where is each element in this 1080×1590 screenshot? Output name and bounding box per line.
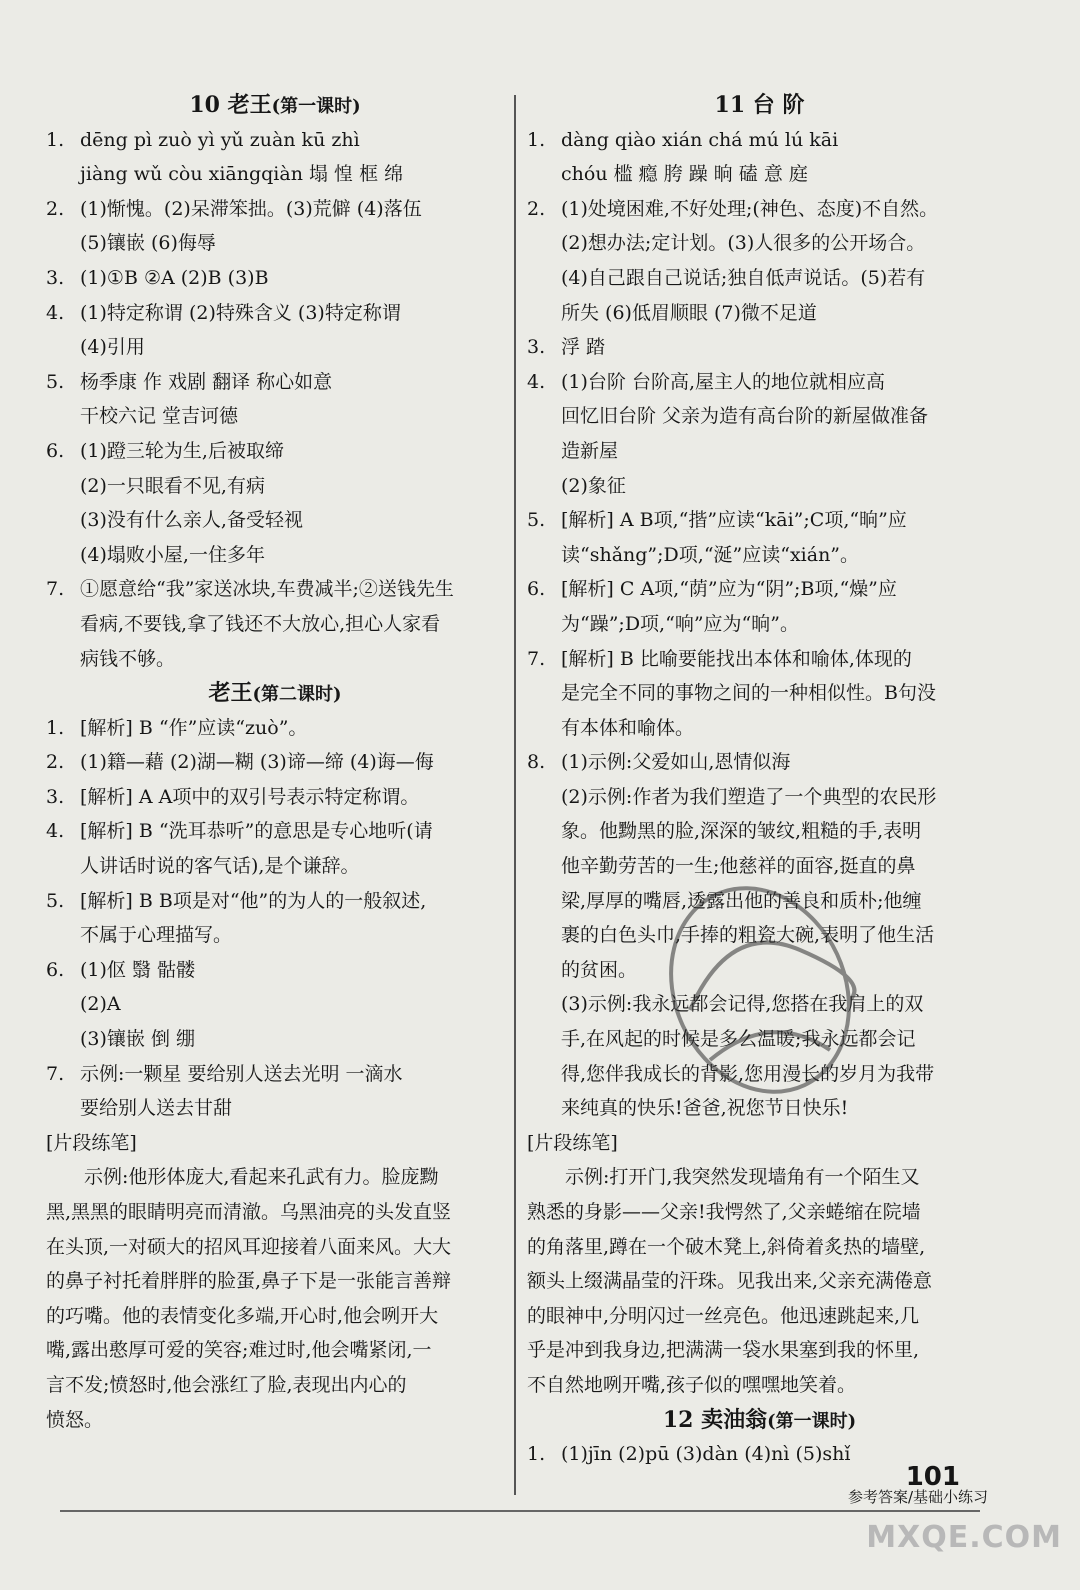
answer-line [46, 953, 504, 988]
answer-continuation: (4)自己跟自己说话;独自低声说话。(5)若有 [561, 266, 926, 289]
question-number: 4. [527, 370, 546, 393]
answer-continuation: (3)示例:我永远都会记得,您搭在我肩上的双 [561, 993, 924, 1016]
answer-text: [解析] B B项是对“他”的为人的一般叙述, [80, 889, 427, 912]
section-heading [527, 1403, 992, 1438]
answer-line [46, 745, 504, 780]
question-number: 7. [527, 647, 546, 670]
answer-continuation: 要给别人送去甘甜 [80, 1097, 233, 1120]
answer-line [46, 123, 504, 158]
answer-continuation: 造新屋 [561, 439, 619, 462]
answer-continuation: 象。他黝黑的脸,深深的皱纹,粗糙的手,表明 [561, 820, 922, 843]
answer-line [46, 572, 504, 607]
paragraph-line: 额头上缀满晶莹的汗珠。见我出来,父亲充满倦意 [527, 1270, 933, 1293]
section-heading [46, 676, 504, 711]
answer-text: (1)蹬三轮为生,后被取缔 [80, 439, 284, 462]
answer-continuation: (2)一只眼看不见,有病 [80, 474, 265, 497]
paragraph-line: 的巧嘴。他的表情变化多端,开心时,他会咧开大 [46, 1304, 439, 1327]
question-number: 2. [527, 197, 546, 220]
left-column [46, 88, 504, 1437]
answer-continuation: 手,在风起的时候是多么温暖;我永远都会记 [561, 1028, 916, 1051]
heading-subtitle: (第二课时) [252, 684, 342, 706]
answer-line [46, 1057, 504, 1092]
question-number: 1. [527, 1443, 546, 1466]
paragraph-line: [片段练笔] [46, 1131, 137, 1154]
answer-continuation: 的贫困。 [561, 958, 638, 981]
answer-line [527, 365, 992, 400]
answer-text: (1)处境困难,不好处理;(神色、态度)不自然。 [561, 197, 939, 220]
answer-continuation: 来纯真的快乐!爸爸,祝您节日快乐! [561, 1097, 849, 1120]
answer-text: 示例:一颗星 要给别人送去光明 一滴水 [80, 1062, 403, 1085]
paragraph-line: 的鼻子衬托着胖胖的脸蛋,鼻子下是一张能言善辩 [46, 1270, 452, 1293]
question-number: 8. [527, 751, 546, 774]
answer-continuation: 为“躁”;D项,“响”应为“晌”。 [561, 612, 799, 635]
answer-continuation: (2)想办法;定计划。(3)人很多的公开场合。 [561, 232, 926, 255]
question-number: 6. [46, 958, 65, 981]
paragraph-line: 黑,黑黑的眼睛明亮而清澈。乌黑油亮的头发直竖 [46, 1201, 452, 1223]
answer-continuation: 所失 (6)低眉顺眼 (7)微不足道 [561, 301, 817, 324]
paragraph-line: 愤怒。 [46, 1408, 104, 1431]
paragraph-line: 熟悉的身影——父亲!我愕然了,父亲蜷缩在院墙 [527, 1201, 921, 1223]
paragraph-line: 示例:他形体庞大,看起来孔武有力。脸庞黝 [84, 1166, 439, 1189]
answer-continuation: 人讲话时说的客气话),是个谦辞。 [80, 855, 360, 878]
question-number: 3. [46, 785, 65, 808]
answer-line [527, 642, 992, 677]
answer-text: dēng pì zuò yì yǔ zuàn kū zhì [80, 128, 360, 151]
answer-text: 浮 踏 [561, 336, 606, 359]
heading-subtitle: (第一课时) [271, 96, 361, 117]
answer-continuation: 回忆旧台阶 父亲为造有高台阶的新屋做准备 [561, 405, 929, 428]
answer-line [46, 365, 504, 400]
answer-continuation: 得,您伴我成长的背影,您用漫长的岁月为我带 [561, 1062, 935, 1085]
question-number: 5. [46, 370, 65, 393]
question-number: 5. [46, 889, 65, 912]
heading-title: 10 老王 [189, 92, 272, 118]
answer-line [527, 572, 992, 607]
heading-subtitle: (第一课时) [767, 1410, 857, 1432]
answer-text: [解析] C A项,“荫”应为“阴”;B项,“燥”应 [561, 578, 897, 601]
answer-line [46, 296, 504, 331]
answer-continuation: 有本体和喻体。 [561, 716, 695, 739]
answer-line [527, 330, 992, 365]
answer-text: [解析] B “洗耳恭听”的意思是专心地听(请 [80, 820, 433, 843]
answer-line [46, 780, 504, 815]
answer-text: [解析] A B项,“揩”应读“kāi”;C项,“晌”应 [561, 509, 907, 532]
watermark-text: MXQE.COM [866, 1520, 1062, 1555]
question-number: 1. [46, 128, 65, 151]
answer-text: (1)jīn (2)pū (3)dàn (4)nì (5)shǐ [561, 1443, 851, 1466]
answer-continuation: (3)没有什么亲人,备受轻视 [80, 509, 303, 532]
answer-text: (1)籍—藉 (2)湖—糊 (3)谛—缔 (4)诲—侮 [80, 751, 434, 774]
question-number: 3. [527, 336, 546, 359]
question-number: 4. [46, 301, 65, 324]
answer-text: (1)伛 翳 骷髅 [80, 958, 195, 981]
section-heading [46, 88, 504, 123]
answer-line [527, 745, 992, 780]
paragraph-line: 言不发;愤怒时,他会涨红了脸,表现出内心的 [46, 1373, 407, 1396]
page-number: 101 [905, 1462, 960, 1492]
answer-line [46, 261, 504, 296]
paragraph-line: 在头顶,一对硕大的招风耳迎接着八面来风。大大 [46, 1235, 452, 1258]
answer-continuation: 干校六记 堂吉诃德 [80, 405, 239, 428]
paragraph-line: 的眼神中,分明闪过一丝亮色。他迅速跳起来,几 [527, 1304, 920, 1327]
paragraph-line: [片段练笔] [527, 1131, 618, 1154]
answer-continuation: chóu 槛 瘾 胯 躁 晌 磕 意 庭 [561, 163, 808, 186]
answer-text: (1)①B ②A (2)B (3)B [80, 266, 269, 289]
answer-continuation: 读“shǎng”;D项,“涎”应读“xián”。 [561, 543, 860, 566]
paragraph-line: 乎是冲到我身边,把满满一袋水果塞到我的怀里, [527, 1339, 920, 1362]
answer-text: [解析] B 比喻要能找出本体和喻体,体现的 [561, 647, 912, 670]
paragraph-line: 嘴,露出憨厚可爱的笑容;难过时,他会嘴紧闭,一 [46, 1339, 432, 1362]
answer-continuation: 看病,不要钱,拿了钱还不大放心,担心人家看 [80, 612, 441, 635]
answer-text: (1)惭愧。(2)呆滞笨拙。(3)荒僻 (4)落伍 [80, 197, 422, 220]
answer-text: [解析] B “作”应读“zuò”。 [80, 716, 308, 739]
answer-text: dàng qiào xián chá mú lú kāi [561, 128, 839, 151]
footer-label: 参考答案/基础小练习 [847, 1488, 988, 1506]
answer-continuation: (5)镶嵌 (6)侮辱 [80, 232, 216, 255]
question-number: 6. [527, 578, 546, 601]
answer-text: [解析] A A项中的双引号表示特定称谓。 [80, 785, 420, 808]
question-number: 1. [46, 716, 65, 739]
paragraph-line: 不自然地咧开嘴,孩子似的嘿嘿地笑着。 [527, 1373, 857, 1396]
handwritten-stamp [650, 860, 880, 1110]
answer-text: 杨季康 作 戏剧 翻译 称心如意 [80, 370, 333, 393]
answer-line [46, 192, 504, 227]
answer-continuation: 不属于心理描写。 [80, 924, 233, 947]
answer-continuation: (3)镶嵌 倒 绷 [80, 1028, 195, 1051]
column-divider [514, 95, 516, 1495]
heading-title: 11 台 阶 [714, 92, 805, 118]
answer-continuation: (2)示例:作者为我们塑造了一个典型的农民形 [561, 785, 937, 808]
paragraph-line: 示例:打开门,我突然发现墙角有一个陌生又 [565, 1166, 920, 1189]
answer-continuation: 梁,厚厚的嘴唇,透露出他的善良和质朴;他缠 [561, 889, 922, 912]
answer-line [527, 503, 992, 538]
answer-line [46, 814, 504, 849]
question-number: 2. [46, 197, 65, 220]
question-number: 7. [46, 1062, 65, 1085]
right-column [527, 88, 992, 1472]
answer-continuation: 他辛勤劳苦的一生;他慈祥的面容,挺直的鼻 [561, 855, 916, 878]
answer-line [527, 192, 992, 227]
section-heading [527, 88, 992, 123]
footer-rule [60, 1510, 980, 1512]
answer-continuation: (4)引用 [80, 336, 145, 359]
heading-title: 老王 [208, 680, 253, 707]
answer-continuation: 裹的白色头巾,手捧的粗瓷大碗,表明了他生活 [561, 924, 935, 947]
question-number: 1. [527, 128, 546, 151]
question-number: 2. [46, 751, 65, 774]
answer-continuation: (2)A [80, 993, 121, 1016]
question-number: 5. [527, 509, 546, 532]
question-number: 6. [46, 439, 65, 462]
question-number: 4. [46, 820, 65, 843]
answer-continuation: (4)塌败小屋,一住多年 [80, 543, 265, 566]
question-number: 3. [46, 266, 65, 289]
answer-line [527, 123, 992, 158]
answer-text: (1)特定称谓 (2)特殊含义 (3)特定称谓 [80, 301, 401, 324]
answer-continuation: 是完全不同的事物之间的一种相似性。B句没 [561, 682, 936, 705]
answer-text: (1)示例:父爱如山,恩情似海 [561, 751, 791, 774]
answer-text: ①愿意给“我”家送冰块,车费减半;②送钱先生 [80, 578, 454, 601]
answer-continuation: jiàng wǔ còu xiāngqiàn 塌 惶 框 绵 [80, 163, 404, 186]
answer-continuation: (2)象征 [561, 474, 626, 497]
answer-line [46, 711, 504, 746]
paragraph-line: 的角落里,蹲在一个破木凳上,斜倚着炙热的墙壁, [527, 1235, 926, 1258]
answer-text: (1)台阶 台阶高,屋主人的地位就相应高 [561, 370, 885, 393]
answer-line [46, 884, 504, 919]
question-number: 7. [46, 578, 65, 601]
answer-line [46, 434, 504, 469]
heading-title: 12 卖油翁 [662, 1406, 768, 1433]
answer-continuation: 病钱不够。 [80, 647, 176, 670]
